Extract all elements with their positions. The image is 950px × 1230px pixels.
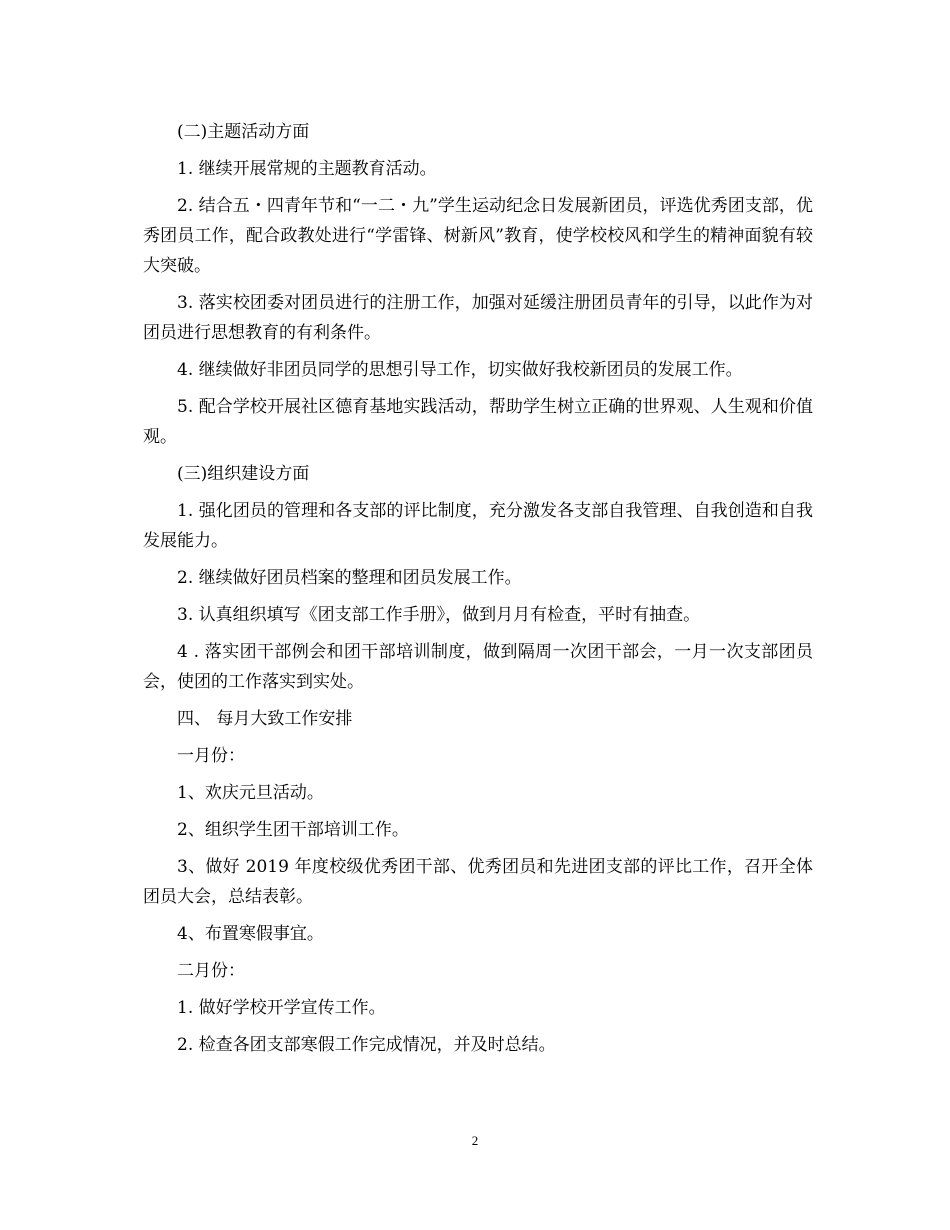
paragraph: 1. 强化团员的管理和各支部的评比制度，充分激发各支部自我管理、自我创造和自我发展能力。 [143,501,813,551]
paragraph: 2. 结合五・四青年节和“一二・九”学生运动纪念日发展新团员，评选优秀团支部，优秀团员工作，配合政教处进行“学雷锋、树新风”教育，使学校校风和学生的精神面貌有较大突破。 [143,196,813,276]
section-heading-monthly-schedule: 四、 每月大致工作安排 [177,709,353,729]
paragraph: 2、组织学生团干部培训工作。 [177,820,409,840]
paragraph: 1. 继续开展常规的主题教育活动。 [177,159,437,179]
paragraph: 2. 检查各团支部寒假工作完成情况，并及时总结。 [177,1035,556,1055]
section-heading-theme-activities: (二)主题活动方面 [177,122,310,142]
month-heading-january: 一月份： [177,746,245,766]
paragraph: 4. 继续做好非团员同学的思想引导工作，切实做好我校新团员的发展工作。 [177,360,743,380]
page-number: 2 [471,1133,479,1148]
section-heading-organization: (三)组织建设方面 [177,464,310,484]
paragraph: 4、布置寒假事宜。 [177,924,324,944]
paragraph: 2. 继续做好团员档案的整理和团员发展工作。 [177,568,522,588]
paragraph: 5. 配合学校开展社区德育基地实践活动，帮助学生树立正确的世界观、人生观和价值观。 [143,397,813,447]
paragraph: 3. 认真组织填写《团支部工作手册》，做到月月有检查，平时有抽查。 [177,605,701,625]
paragraph: 3. 落实校团委对团员进行的注册工作，加强对延缓注册团员青年的引导，以此作为对团员进行思想教育的有利条件。 [143,293,813,343]
month-heading-february: 二月份： [177,961,245,981]
paragraph: 4 . 落实团干部例会和团干部培训制度，做到隔周一次团干部会，一月一次支部团员会，使团的工作落实到实处。 [143,642,813,692]
paragraph: 1、欢庆元旦活动。 [177,783,324,803]
paragraph: 1. 做好学校开学宣传工作。 [177,998,386,1018]
paragraph: 3、做好 2019 年度校级优秀团干部、优秀团员和先进团支部的评比工作，召开全体团员大会，总结表彰。 [143,857,813,907]
document-body [143,117,813,1067]
